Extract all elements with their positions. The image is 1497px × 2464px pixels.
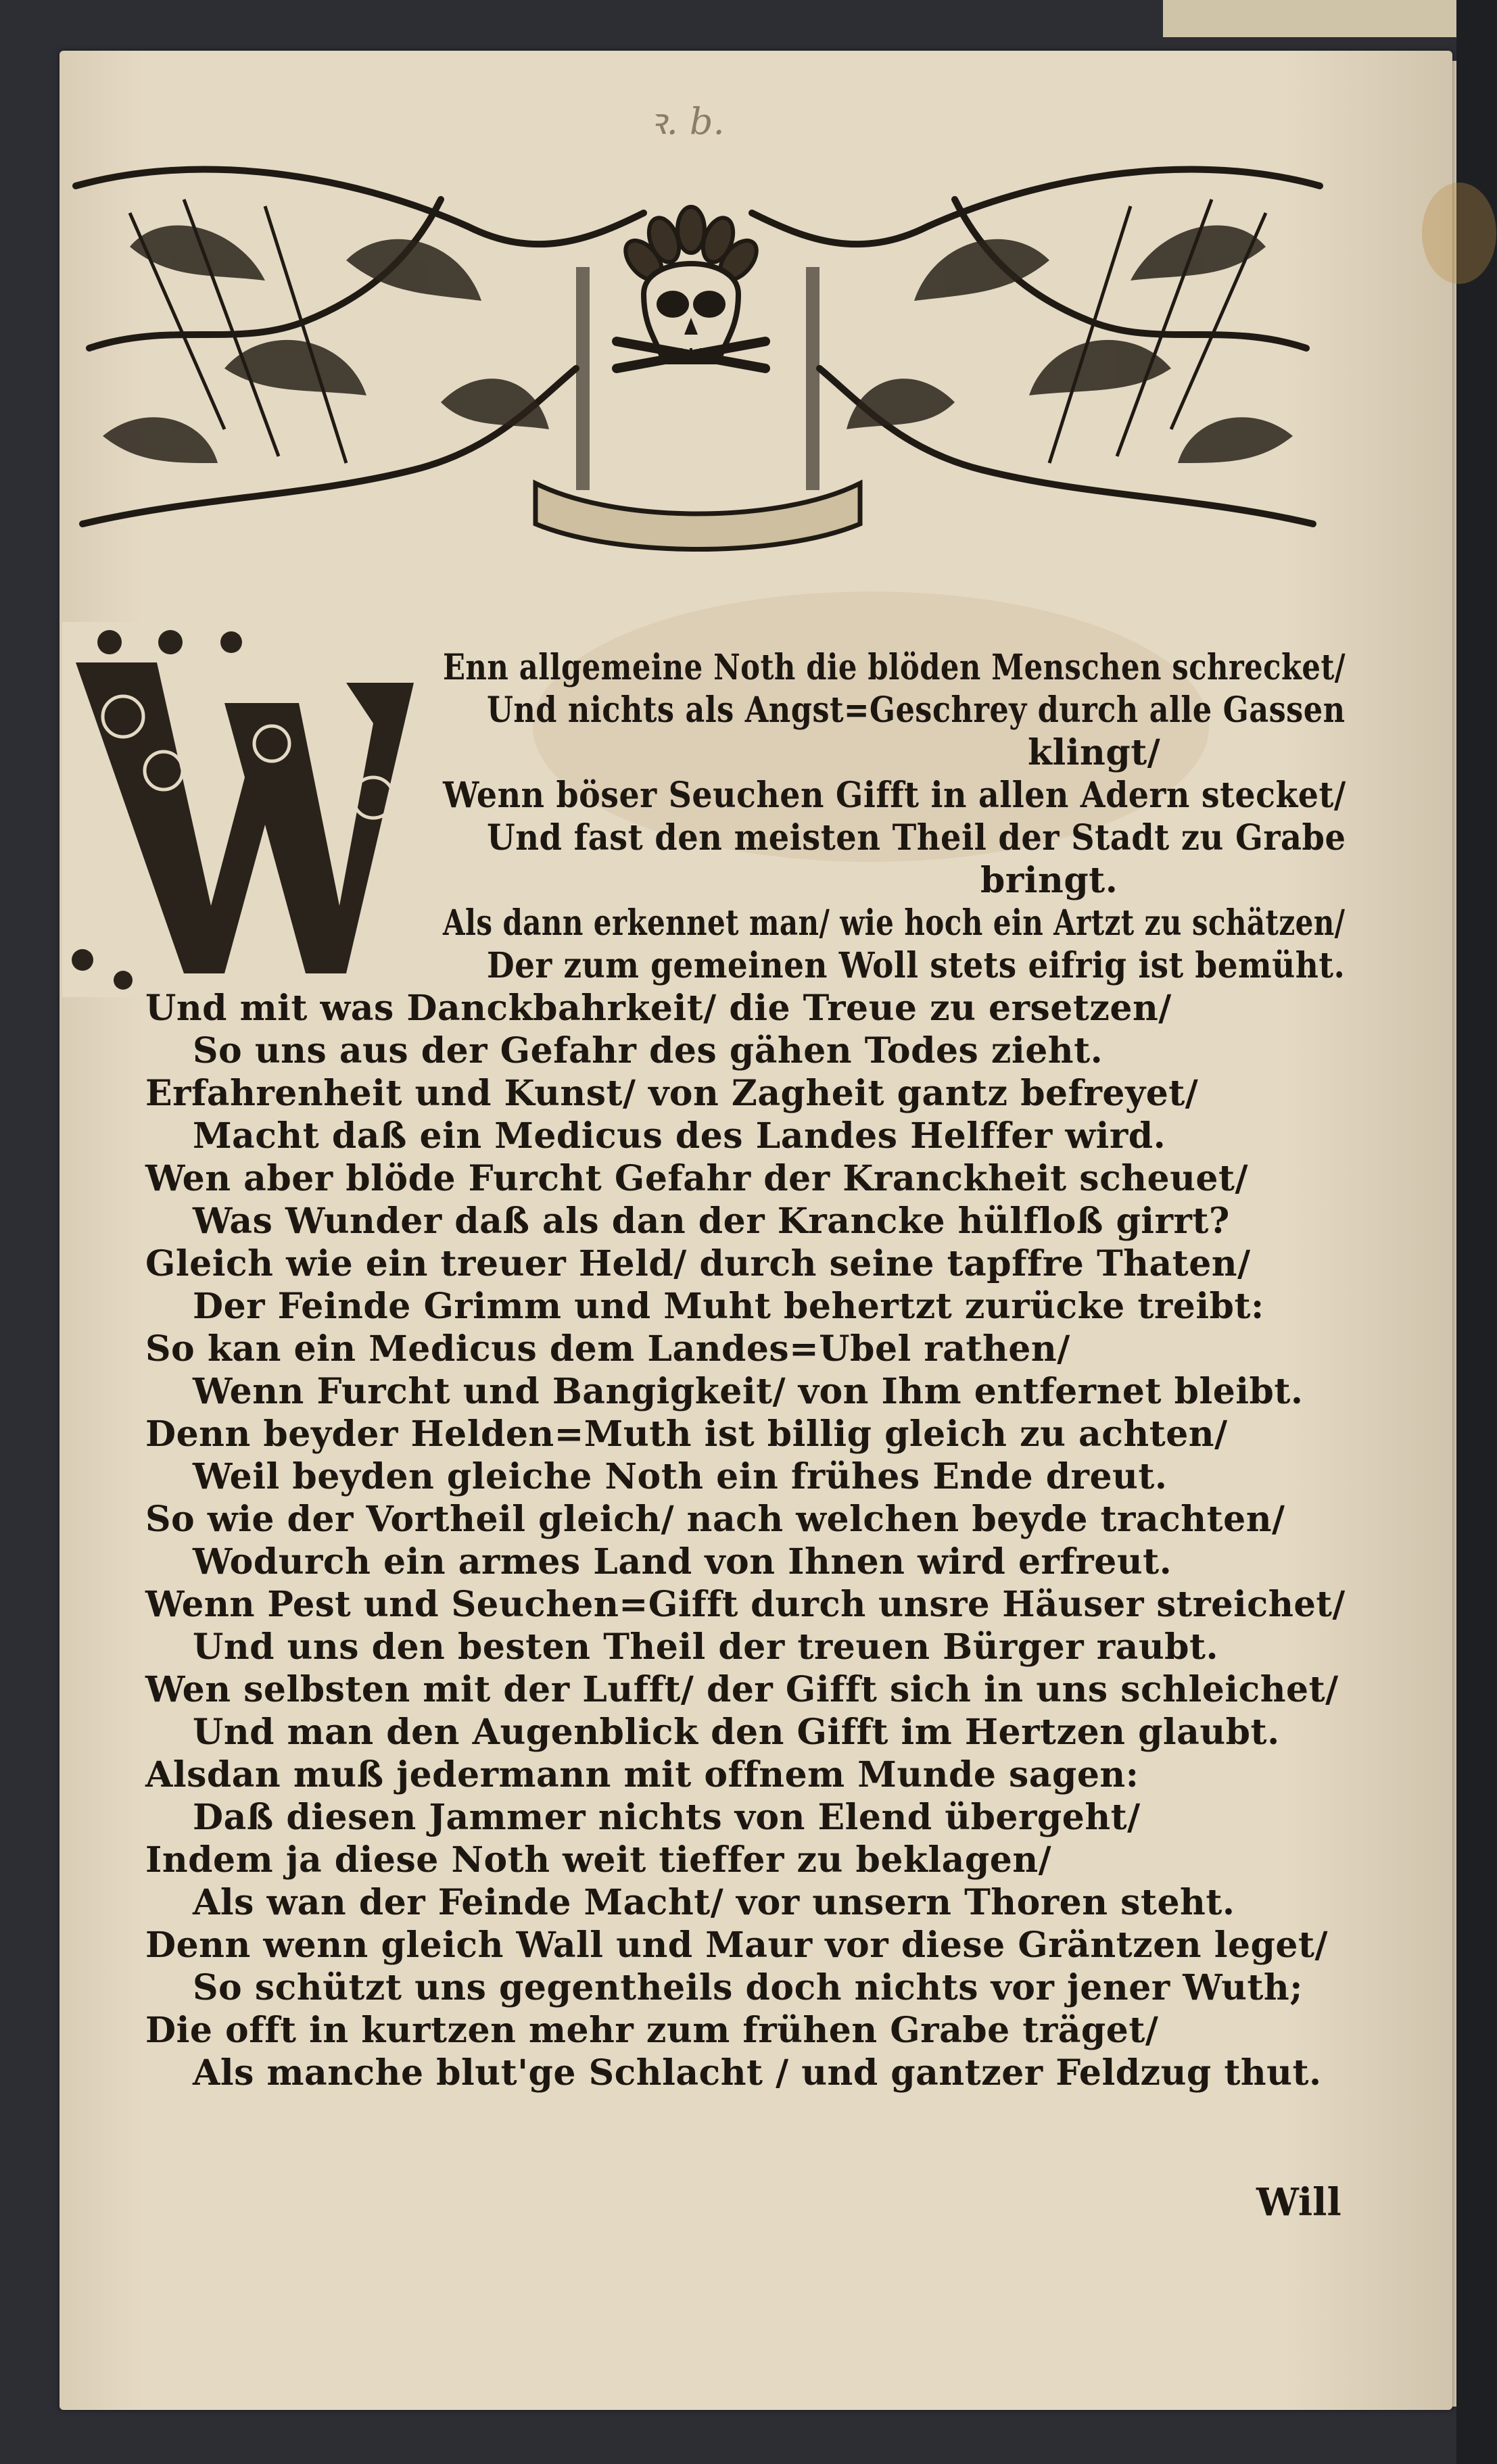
poem-line: So uns aus der Gefahr des gähen Todes zieht.: [193, 1030, 1103, 1071]
poem-line: Und fast den meisten Theil der Stadt zu Grabe: [487, 817, 1346, 859]
skull-icon: [617, 264, 765, 368]
poem-line: Wenn Furcht und Bangigkeit/ von Ihm entfernet bleibt.: [193, 1371, 1304, 1412]
catchword: Will: [1256, 2180, 1341, 2225]
adjacent-page-strip: [1163, 0, 1460, 37]
poem-line: Wen aber blöde Furcht Gefahr der Kranckheit scheuet/: [145, 1158, 1249, 1199]
poem-line: Indem ja diese Noth weit tieffer zu beklagen/: [145, 1839, 1052, 1881]
poem-line: So schützt uns gegentheils doch nichts vor jener Wuth;: [193, 1967, 1303, 2008]
poem-line: Daß diesen Jammer nichts von Elend übergeht/: [193, 1797, 1141, 1838]
poem-line: Als wan der Feinde Macht/ vor unsern Thoren steht.: [193, 1882, 1235, 1923]
poem-line: Wen selbsten mit der Lufft/ der Gifft sich in uns schleichet/: [145, 1669, 1339, 1710]
headpiece-ornament: [62, 145, 1333, 564]
poem-line: Und uns den besten Theil der treuen Bürger raubt.: [193, 1626, 1219, 1668]
decorated-initial-w: [62, 622, 431, 997]
poem-line: Die offt in kurtzen mehr zum frühen Grabe träget/: [145, 2010, 1159, 2051]
poem-line: klingt/: [1028, 732, 1161, 773]
poem-line: bringt.: [980, 860, 1118, 901]
poem-line: Denn wenn gleich Wall und Maur vor diese Gräntzen leget/: [145, 1925, 1329, 1966]
poem-line: Enn allgemeine Noth die blöden Menschen schrecket/: [443, 647, 1346, 688]
poem-line: Gleich wie ein treuer Held/ durch seine tapffre Thaten/: [145, 1243, 1251, 1284]
poem-line: Als dann erkennet man/ wie hoch ein Artzt zu schätzen/: [443, 902, 1346, 944]
manuscript-mark: ꝛ. b.: [649, 100, 725, 143]
poem-line: Weil beyden gleiche Noth ein frühes Ende dreut.: [193, 1456, 1168, 1497]
foxing-stain: [1422, 183, 1496, 284]
poem-line: Und mit was Danckbahrkeit/ die Treue zu ersetzen/: [145, 988, 1172, 1029]
poem-line: So kan ein Medicus dem Landes=Ubel rathen/: [145, 1328, 1070, 1370]
poem-line: Erfahrenheit und Kunst/ von Zagheit gantz befreyet/: [145, 1073, 1199, 1114]
poem-line: Als manche blut'ge Schlacht / und gantzer Feldzug thut.: [193, 2052, 1322, 2094]
scan-border-right: [1456, 0, 1497, 2464]
poem-line: Und nichts als Angst=Geschrey durch alle Gassen: [487, 690, 1346, 731]
poem-line: Was Wunder daß als dan der Krancke hülfloß girrt?: [193, 1201, 1230, 1242]
poem-line: Denn beyder Helden=Muth ist billig gleich zu achten/: [145, 1414, 1228, 1455]
poem-line: Der zum gemeinen Woll stets eifrig ist bemüht.: [487, 945, 1346, 986]
poem-line: Wenn böser Seuchen Gifft in allen Adern stecket/: [443, 775, 1346, 816]
poem-line: Der Feinde Grimm und Muht behertzt zurücke treibt:: [193, 1286, 1264, 1327]
poem-line: So wie der Vortheil gleich/ nach welchen beyde trachten/: [145, 1499, 1285, 1540]
poem-line: Wodurch ein armes Land von Ihnen wird erfreut.: [193, 1541, 1172, 1583]
poem-line: Alsdan muß jedermann mit offnem Munde sagen:: [145, 1754, 1139, 1795]
poem-line: Macht daß ein Medicus des Landes Helffer wird.: [193, 1115, 1166, 1157]
poem-line: Wenn Pest und Seuchen=Gifft durch unsre Häuser streichet/: [145, 1584, 1346, 1625]
poem-line: Und man den Augenblick den Gifft im Hertzen glaubt.: [193, 1712, 1280, 1753]
